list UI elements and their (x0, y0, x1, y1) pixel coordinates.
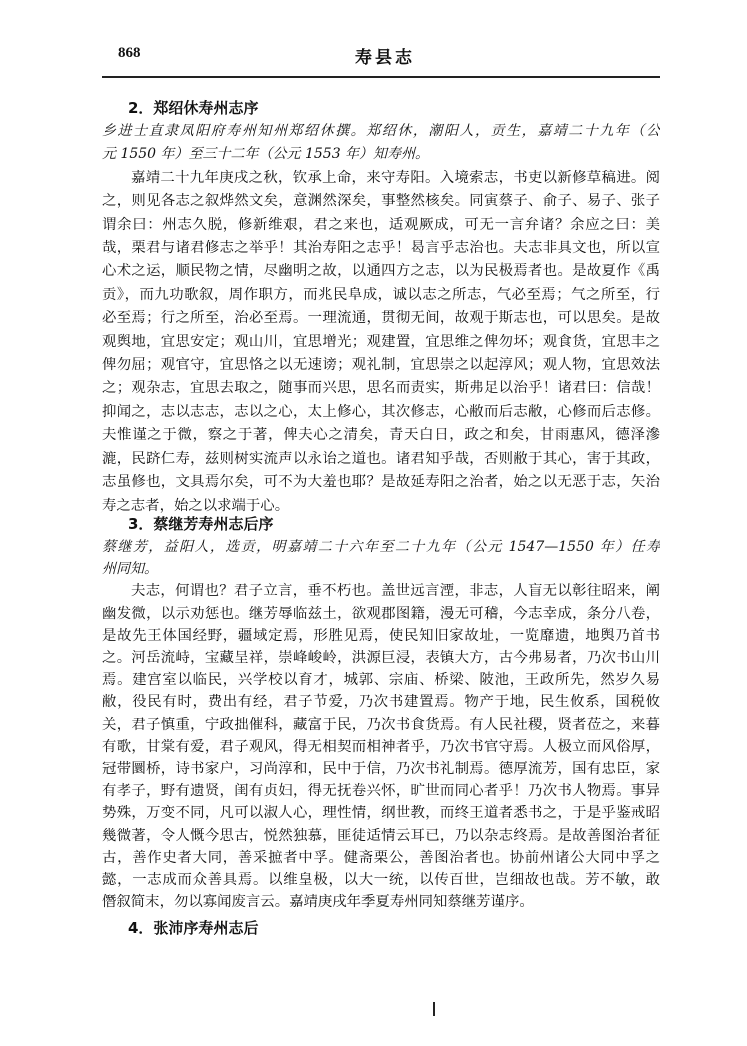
text-line: 僭叙简末，勿以寡闻废言云。嘉靖庚戌年季夏寿州同知蔡继芳谨序。 (102, 894, 534, 911)
text-line: 谓余曰：州志久脱，修新维艰，君之来也，适观厥成，可无一言弁诸？余应之曰：美 (102, 216, 660, 233)
note-line: 乡进士直隶凤阳府寿州知州郑绍休撰。郑绍休，潮阳人，贡生，嘉靖二十九年（公 (102, 123, 660, 139)
text-line: 之；观杂志，宜思去取之，随事而兴思，思名而责实，斯弗足以治乎！诸君曰：信哉！ (102, 380, 660, 397)
text-line: 焉。建宫室以临民，兴学校以育才，城郭、宗庙、桥梁、陂池，王政所先，然岁久易 (102, 672, 660, 689)
section-heading: 2．郑绍休寿州志序 (128, 99, 259, 117)
text-line: 夫志，何谓也？君子立言，垂不朽也。盖世远言湮，非志，人盲无以彰往昭来，阐 (131, 583, 660, 600)
text-line: 寿之志者，始之以求端于心。 (102, 497, 290, 514)
section-2 (102, 96, 660, 518)
section-heading: 4．张沛序寿州志后 (128, 919, 259, 937)
note-line: 州同知。 (102, 561, 158, 578)
text-line: 之。河岳流峙，宝藏呈祥，崇峰峻岭，洪源巨浸，表镇大方，古今弗易者，乃次书山川 (102, 650, 660, 667)
text-line: 抑闻之，志以志志，志以之心，太上修心，其次修志，心敝而后志敝，心修而后志修。 (102, 403, 660, 420)
text-line: 贡》，而九功歌叙，周作职方，而兆民阜成，诚以志之所志，气必至焉；气之所至，行 (102, 286, 660, 303)
text-line: 幾微著，令人慨今思古，悦然独慕，匪徒适情云耳已，乃以杂志终焉。是故善图治者征 (102, 827, 660, 844)
note-line: 元 1550 年）至三十二年（公元 1553 年）知寿州。 (102, 146, 430, 163)
text-line: 心术之运，顺民物之情，尽幽明之故，以通四方之志，以为民极焉者也。是故夏作《禹 (102, 263, 660, 280)
text-line: 有孝子，野有遗贤，闺有贞妇，得无抚卷兴怀，旷世而同心者乎！乃次书人物焉。事异 (102, 783, 660, 800)
text-line: 观舆地，宜思安定；观山川，宜思增光；观建置，宜思维之俾勿坏；观食货，宜思丰之 (102, 333, 660, 350)
section-3 (102, 512, 660, 913)
text-line: 必至焉；行之所至，治必至焉。一理流通，贯彻无间，故观于斯志也，可以思矣。是故 (102, 310, 660, 327)
body-paragraph (102, 167, 660, 518)
text-line: 势殊，万变不同，凡可以淑人心，理性情，纲世教，而终王道者悉书之，于是乎鉴戒昭 (102, 805, 660, 822)
text-line: 夫惟谨之于微，察之于著，俾夫心之清矣，青天白日，政之和矣，甘雨惠风，德泽滲 (102, 427, 660, 444)
text-line: 有歌，甘棠有爱，君子观风，得无相契而相神者乎，乃次书官守焉。人极立而风俗厚， (102, 738, 660, 755)
author-note (102, 536, 660, 580)
page-number: 868 (118, 45, 141, 61)
section-4 (102, 916, 660, 940)
text-line: 关，君子慎重，宁政拙催科，藏富于民，乃次书食货焉。有人民社稷，贤者莅之，来暮 (102, 716, 660, 733)
text-line: 嘉靖二十九年庚戌之秋，钦承上命，来守寿阳。入境索志，书吏以新修草稿进。阅 (131, 169, 660, 186)
text-line: 懿，一志成而众善具焉。以维皇极，以大一统，以传百世，岂细故也哉。芳不敏，敢 (102, 872, 660, 889)
header-rule (102, 76, 660, 78)
text-line: 俾勿屈；观官守，宜思恪之以无速谤；观礼制，宜思崇之以起淳风；观人物，宜思效法 (102, 357, 660, 374)
note-line: 蔡继芳，益阳人，选贡，明嘉靖二十六年至二十九年（公元 1547—1550 年）任寿 (102, 539, 660, 555)
body-paragraph (102, 580, 660, 913)
text-line: 幽发微，以示劝惩也。继芳辱临兹土，欲观郡图籍，漫无可稽，今志幸成，条分八卷， (102, 605, 660, 622)
text-line: 之，则见各志之叙烨然文矣，意渊然深矣，事整然核矣。同寅蔡子、俞子、易子、张子 (102, 193, 660, 210)
text-line: 冠带圜桥，诗书家户，习尚淳和，民中于信，乃次书礼制焉。德厚流芳，国有忠臣，家 (102, 761, 660, 778)
text-line: 漉，民跻仁寿，兹则树实流声以永诒之道也。诸君知乎哉，否则敝于其心，害于其政， (102, 450, 660, 467)
author-note (102, 120, 660, 167)
text-line: 是故先王体国经野，疆域定焉，形胜见焉，使民知旧家故址，一览靡遗，地舆乃首书 (102, 627, 660, 644)
text-line: 志虽修也，文具焉尔矣，可不为大羞也耶？是故延寿阳之治者，始之以无恶于志，矢治 (102, 474, 660, 491)
section-heading: 3．蔡继芳寿州志后序 (128, 515, 274, 533)
text-line: 敝，役民有时，费出有经，君子节爱，乃次书建置焉。物产于地，民生攸系，国税攸 (102, 694, 660, 711)
text-line: 古，善作史者大同，善采摭者中孚。健斋栗公，善图治者也。协前州诸公大同中孚之 (102, 849, 660, 866)
running-title: 寿县志 (355, 48, 415, 68)
scan-mark (433, 1002, 435, 1016)
text-line: 哉，栗君与诸君修志之举乎！其治寿阳之志乎！曷言乎志治也。夫志非具文也，所以宣 (102, 240, 660, 257)
